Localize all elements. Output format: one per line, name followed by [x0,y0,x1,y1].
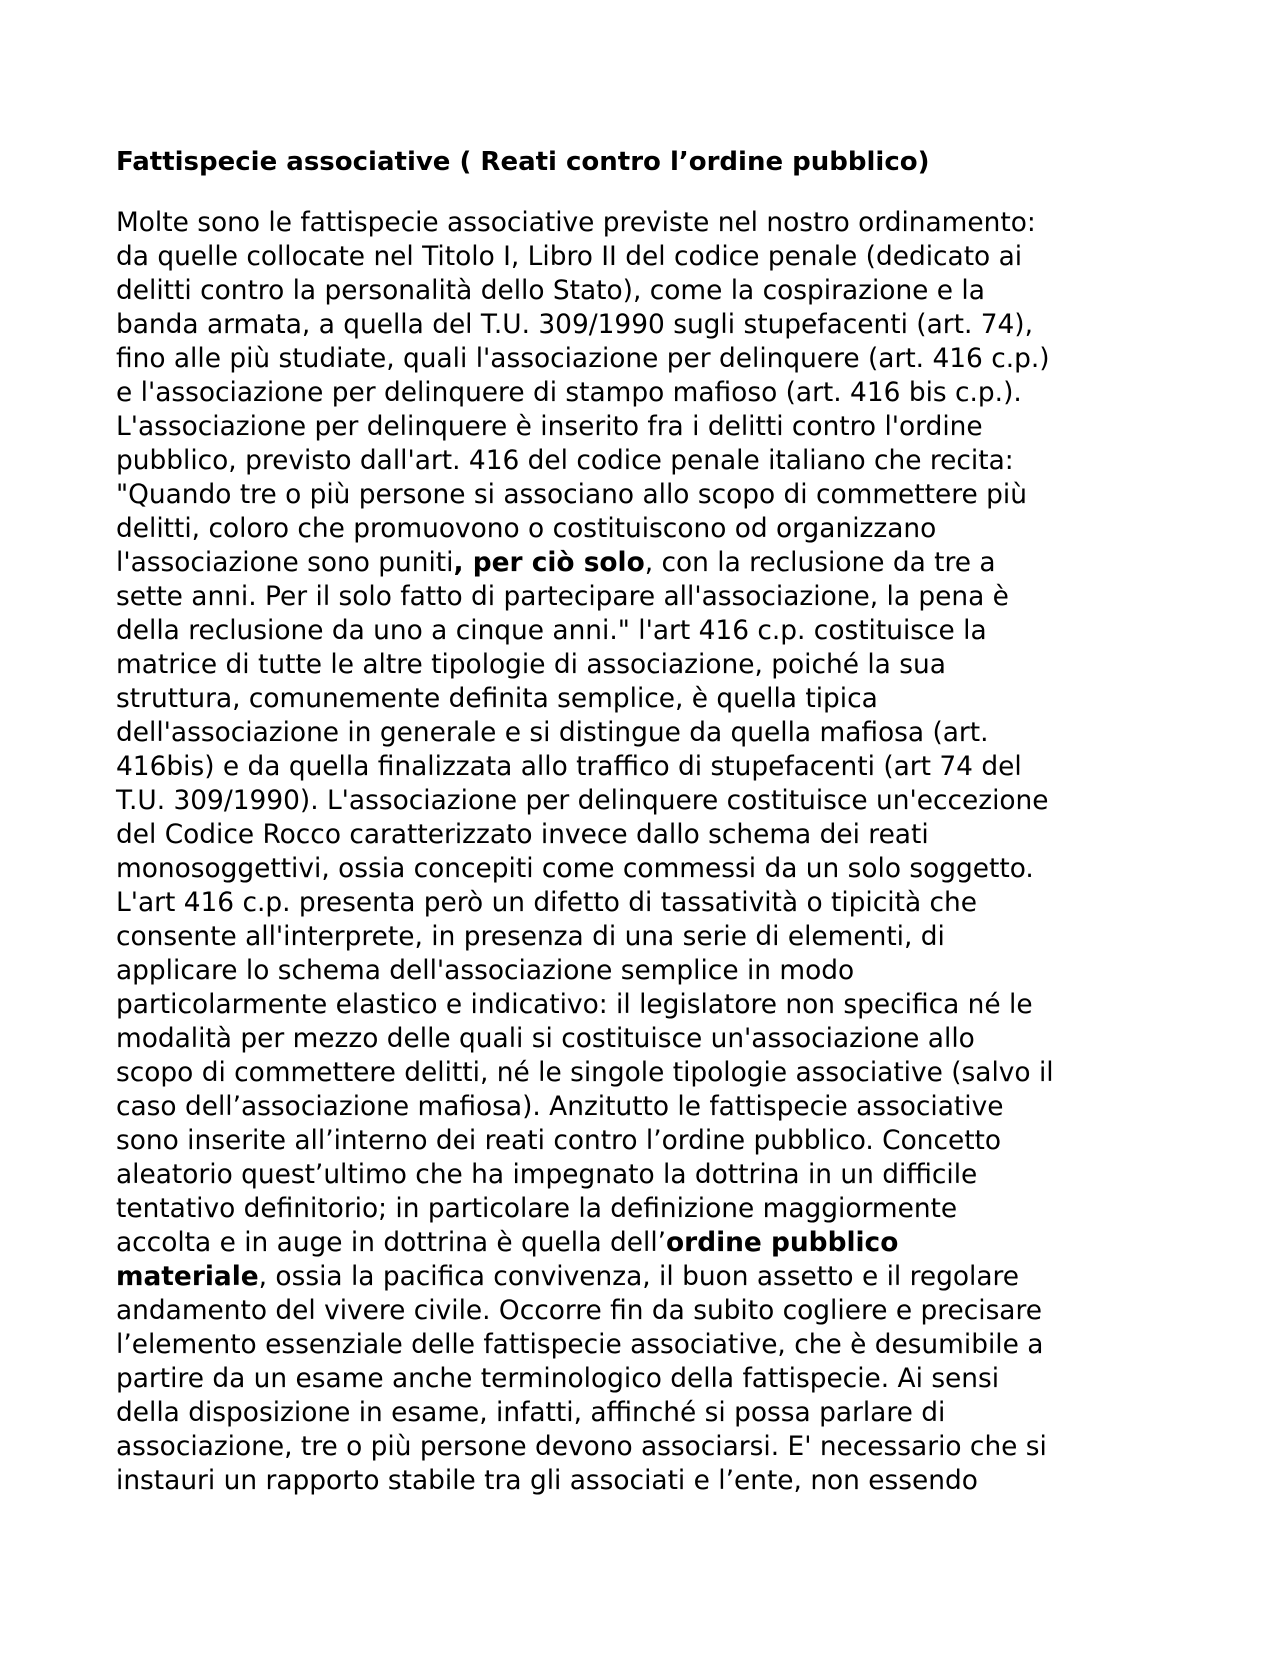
text-line: L'associazione per delinquere è inserito fra i delitti contro l'ordine [116,411,983,442]
text-run: , con la reclusione da tre a [644,547,996,578]
text-line: tentativo definitorio; in particolare la definizione maggiormente [116,1193,958,1224]
bold-run-per-cio-solo: , per ciò solo [453,547,645,578]
text-line: andamento del vivere civile. Occorre fin da subito cogliere e precisare [116,1295,1042,1326]
text-line: della reclusione da uno a cinque anni." l'art 416 c.p. costituisce la [116,615,987,646]
text-line: pubblico, previsto dall'art. 416 del codice penale italiano che recita: [116,445,1014,476]
text-line: monosoggettivi, ossia concepiti come commessi da un solo soggetto. [116,853,1034,884]
document-title: Fattispecie associative ( Reati contro l’ordine pubblico) [116,147,930,177]
text-line: T.U. 309/1990). L'associazione per delinquere costituisce un'eccezione [116,785,1049,816]
text-line: sono inserite all’interno dei reati contro l’ordine pubblico. Concetto [116,1125,1002,1156]
text-line: aleatorio quest’ultimo che ha impegnato la dottrina in un difficile [116,1159,978,1190]
text-line: e l'associazione per delinquere di stampo mafioso (art. 416 bis c.p.). [116,377,1022,408]
text-line: struttura, comunemente definita semplice, è quella tipica [116,683,878,714]
text-line: delitti, coloro che promuovono o costituiscono od organizzano [116,513,937,544]
text-line: del Codice Rocco caratterizzato invece dallo schema dei reati [116,819,929,850]
text-line: L'art 416 c.p. presenta però un difetto di tassatività o tipicità che [116,887,977,918]
text-run: accolta e in auge in dottrina è quella dell’ [116,1227,667,1258]
body-paragraph [116,206,1186,1498]
text-line: Molte sono le fattispecie associative previste nel nostro ordinamento: [116,207,1036,238]
text-line: fino alle più studiate, quali l'associazione per delinquere (art. 416 c.p.) [116,343,1050,374]
text-line: da quelle collocate nel Titolo I, Libro II del codice penale (dedicato ai [116,241,1023,272]
text-run: l'associazione sono puniti [116,547,454,578]
text-line: sette anni. Per il solo fatto di partecipare all'associazione, la pena è [116,581,1009,612]
text-line: particolarmente elastico e indicativo: il legislatore non specifica né le [116,989,1033,1020]
text-line: banda armata, a quella del T.U. 309/1990 sugli stupefacenti (art. 74), [116,309,1033,340]
text-line-with-emphasis [116,1260,1186,1294]
text-line: "Quando tre o più persone si associano allo scopo di commettere più [116,479,1027,510]
text-line: delitti contro la personalità dello Stato), come la cospirazione e la [116,275,985,306]
text-line-with-emphasis [116,1226,1186,1260]
text-line: caso dell’associazione mafiosa). Anzitutto le fattispecie associative [116,1091,1004,1122]
text-line: associazione, tre o più persone devono associarsi. E' necessario che si [116,1431,1047,1462]
text-line: della disposizione in esame, infatti, affinché si possa parlare di [116,1397,946,1428]
text-line: consente all'interprete, in presenza di una serie di elementi, di [116,921,945,952]
text-line: applicare lo schema dell'associazione semplice in modo [116,955,855,986]
text-line: dell'associazione in generale e si distingue da quella mafiosa (art. [116,717,989,748]
text-line: 416bis) e da quella finalizzata allo traffico di stupefacenti (art 74 del [116,751,1022,782]
bold-run-materiale: materiale [116,1261,259,1292]
text-line-with-emphasis [116,546,1186,580]
text-line: l’elemento essenziale delle fattispecie associative, che è desumibile a [116,1329,1044,1360]
text-line: instauri un rapporto stabile tra gli associati e l’ente, non essendo [116,1465,978,1496]
text-run: , ossia la pacifica convivenza, il buon assetto e il regolare [258,1261,1020,1292]
text-line: partire da un esame anche terminologico della fattispecie. Ai sensi [116,1363,1000,1394]
text-line: matrice di tutte le altre tipologie di associazione, poiché la sua [116,649,946,680]
text-line: modalità per mezzo delle quali si costituisce un'associazione allo [116,1023,975,1054]
bold-run-ordine-pubblico: ordine pubblico [666,1227,899,1258]
text-line: scopo di commettere delitti, né le singole tipologie associative (salvo il [116,1057,1054,1088]
